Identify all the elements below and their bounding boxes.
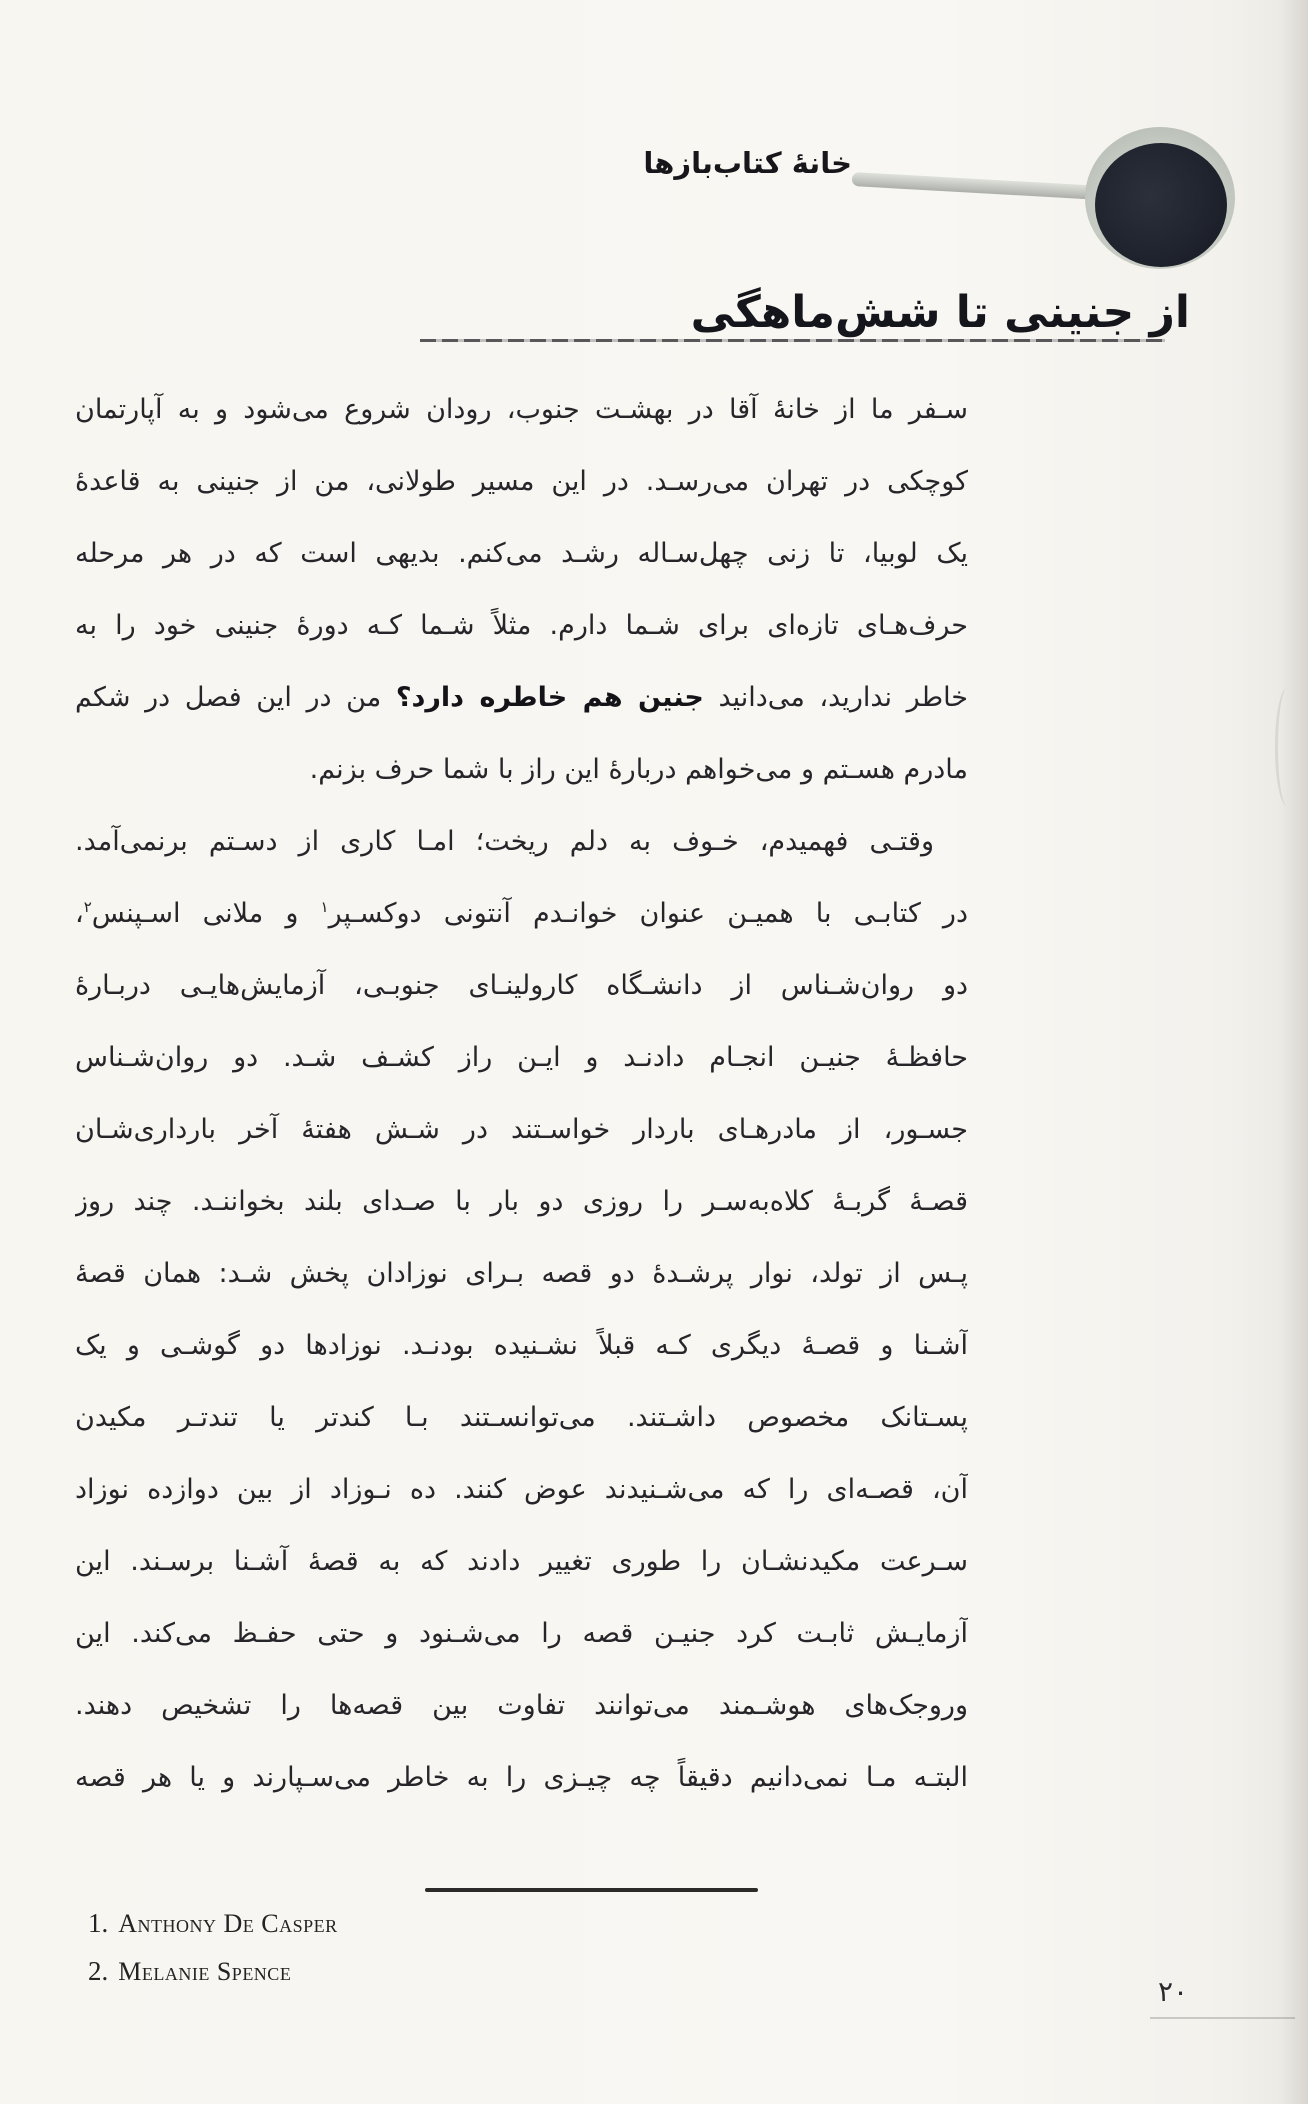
page-edge-shadow — [1280, 0, 1308, 2104]
body-text — [75, 374, 968, 1814]
series-brand-title: خانهٔ کتاب‌بازها — [643, 146, 852, 180]
body-line-14: آشـنا و قصـهٔ دیگری کـه قبلاً نشـنیده بودنـد. نوزادها دو گوشـی و یک — [75, 1330, 968, 1361]
footnote-separator — [425, 1888, 758, 1892]
body-line-7: وقتـی فهمیدم، خـوف به دلم ریخت؛ امـا کاری از دسـتم برنمی‌آمد. — [75, 826, 934, 857]
footnote-1 — [88, 1906, 338, 1941]
page-curl-mark — [1275, 688, 1302, 806]
footnote-2-number: 2. — [88, 1956, 109, 1986]
footnote-1-number: 1. — [88, 1908, 109, 1938]
footnote-ref-1: ۱ — [320, 898, 329, 916]
body-line-19: وروجک‌های هوشـمند می‌توانند تفاوت بین قصه‌ها را تشخیص دهند. — [75, 1690, 968, 1721]
body-line-11: جسـور، از مادرهـای باردار خواسـتند در شـش هفتهٔ آخر بارداری‌شـان — [75, 1114, 968, 1145]
footnote-2-name: Melanie Spence — [118, 1957, 292, 1986]
body-line-5-segment: خاطر ندارید، می‌دانید — [703, 682, 968, 713]
body-line-4: حرف‌هـای تازه‌ای برای شـما دارم. مثلاً شـما کـه دورهٔ جنینی خود را به — [75, 610, 968, 641]
body-line-8 — [75, 878, 968, 950]
body-line-8-segment: در کتابـی با همیـن عنوان خوانـدم آنتونی دوکسـپر — [328, 898, 968, 929]
body-line-6: مادرم هسـتم و می‌خواهم دربارهٔ این راز با شما حرف بزنم. — [309, 754, 968, 785]
body-line-5-segment: من در این فصل در شکم — [75, 682, 396, 713]
footnote-1-name: Anthony De Casper — [118, 1909, 338, 1938]
body-line-15: پسـتانک مخصوص داشـتند. می‌توانسـتند بـا کندتر یا تندتـر مکیدن — [75, 1402, 968, 1433]
ladle-bowl-icon — [1095, 143, 1227, 267]
body-line-3: یک لوبیا، تا زنی چهل‌سـاله رشـد می‌کنم. بدیهی است که در هر مرحله — [75, 538, 968, 569]
body-line-9: دو روان‌شـناس از دانشـگاه کارولینـای جنوبـی، آزمایش‌هایـی دربـارهٔ — [75, 970, 968, 1001]
footnotes — [88, 1906, 338, 2002]
ladle-handle-icon — [852, 172, 1107, 200]
body-line-16: آن، قصـه‌ای را که می‌شـنیدند عوض کنند. ده نـوزاد از بین دوازده نوزاد — [75, 1474, 968, 1505]
body-line-20: البتـه مـا نمی‌دانیم دقیقاً چه چیـزی را به خاطر می‌سـپارند و یا هر قصه — [75, 1762, 968, 1793]
body-line-1: سـفر ما از خانهٔ آقا در بهشـت جنوب، رودان شروع می‌شود و به آپارتمان — [75, 394, 968, 425]
page-number-rule — [1150, 2017, 1295, 2019]
body-line-8-segment: ، — [75, 898, 84, 929]
body-line-5-bold-question: جنین هم خاطره دارد؟ — [395, 682, 704, 713]
body-line-17: سـرعت مکیدنشـان را طوری تغییر دادند که به قصهٔ آشـنا برسـند. این — [75, 1546, 968, 1577]
body-line-5 — [75, 662, 968, 734]
chapter-title: از جنینی تا شش‌ماهگی — [690, 287, 1190, 338]
page-number: ۲۰ — [1158, 1975, 1189, 2008]
body-line-10: حافظـهٔ جنیـن انجـام دادنـد و ایـن راز کشـف شـد. دو روان‌شـناس — [75, 1042, 968, 1073]
body-line-13: پـس از تولد، نوار پرشـدهٔ دو قصه بـرای نوزادان پخش شـد: همان قصهٔ — [75, 1258, 968, 1289]
body-line-12: قصـهٔ گربـهٔ کلاه‌به‌سـر را روزی دو بار با صـدای بلند بخواننـد. چند روز — [75, 1186, 968, 1217]
body-line-8-segment: و ملانی اسـپنس — [91, 898, 321, 929]
footnote-2 — [88, 1954, 338, 1989]
body-line-18: آزمایـش ثابـت کرد جنیـن قصه را می‌شـنود و حتی حفـظ می‌کند. این — [75, 1618, 968, 1649]
footnote-ref-2: ۲ — [83, 898, 92, 916]
body-line-2: کوچکی در تهران می‌رسـد. در این مسیر طولانی، من از جنینی به قاعدهٔ — [75, 466, 968, 497]
